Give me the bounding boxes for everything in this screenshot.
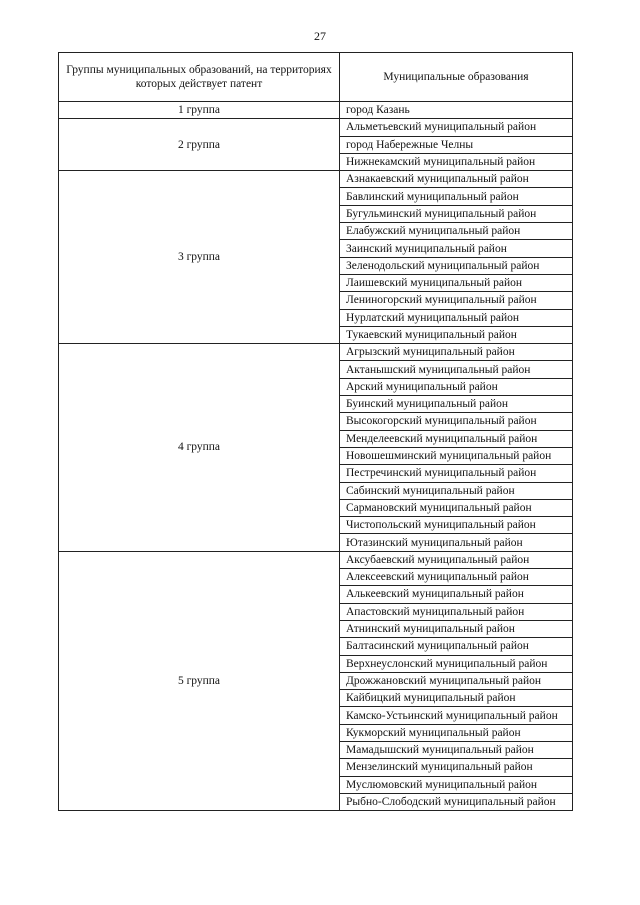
table-row xyxy=(59,102,573,119)
municipality-name: Нурлатский муниципальный район xyxy=(340,309,573,326)
municipality-name: Мензелинский муниципальный район xyxy=(340,759,573,776)
municipality-name: Альметьевский муниципальный район xyxy=(340,119,573,136)
municipality-name: Азнакаевский муниципальный район xyxy=(340,171,573,188)
municipality-name: Пестречинский муниципальный район xyxy=(340,465,573,482)
municipality-name: Дрожжановский муниципальный район xyxy=(340,672,573,689)
municipality-name: Лаишевский муниципальный район xyxy=(340,274,573,291)
municipality-name: Заинский муниципальный район xyxy=(340,240,573,257)
municipality-name: Ютазинский муниципальный район xyxy=(340,534,573,551)
municipality-name: Нижнекамский муниципальный район xyxy=(340,153,573,170)
group-label: 3 группа xyxy=(59,171,340,344)
municipality-name: Буинский муниципальный район xyxy=(340,396,573,413)
municipality-name: Сабинский муниципальный район xyxy=(340,482,573,499)
header-groups: Группы муниципальных образований, на территориях которых действует патент xyxy=(59,53,340,102)
municipality-name: Аксубаевский муниципальный район xyxy=(340,551,573,568)
municipality-name: Бугульминский муниципальный район xyxy=(340,205,573,222)
municipality-name: Апастовский муниципальный район xyxy=(340,603,573,620)
municipality-name: Арский муниципальный район xyxy=(340,378,573,395)
table-row xyxy=(59,119,573,136)
municipality-name: Мамадышский муниципальный район xyxy=(340,741,573,758)
table-row xyxy=(59,551,573,568)
municipality-name: Камско-Устьинский муниципальный район xyxy=(340,707,573,724)
group-label: 2 группа xyxy=(59,119,340,171)
municipality-name: город Набережные Челны xyxy=(340,136,573,153)
municipality-name: Атнинский муниципальный район xyxy=(340,620,573,637)
municipality-name: Агрызский муниципальный район xyxy=(340,344,573,361)
municipality-name: Высокогорский муниципальный район xyxy=(340,413,573,430)
table-row xyxy=(59,344,573,361)
group-label: 5 группа xyxy=(59,551,340,810)
municipality-name: Актанышский муниципальный район xyxy=(340,361,573,378)
municipality-name: город Казань xyxy=(340,102,573,119)
municipality-name: Кайбицкий муниципальный район xyxy=(340,690,573,707)
page-number: 27 xyxy=(314,29,326,43)
municipality-name: Чистопольский муниципальный район xyxy=(340,517,573,534)
table-header-row xyxy=(59,53,573,102)
municipality-name: Елабужский муниципальный район xyxy=(340,223,573,240)
municipality-name: Рыбно-Слободский муниципальный район xyxy=(340,793,573,810)
municipality-name: Лениногорский муниципальный район xyxy=(340,292,573,309)
municipality-name: Кукморский муниципальный район xyxy=(340,724,573,741)
table-row xyxy=(59,171,573,188)
header-municipalities: Муниципальные образования xyxy=(340,53,573,102)
table-body xyxy=(59,102,573,811)
municipality-name: Менделеевский муниципальный район xyxy=(340,430,573,447)
municipality-name: Зеленодольский муниципальный район xyxy=(340,257,573,274)
municipal-groups-table xyxy=(58,52,573,811)
municipality-name: Муслюмовский муниципальный район xyxy=(340,776,573,793)
municipality-name: Верхнеуслонский муниципальный район xyxy=(340,655,573,672)
group-label: 1 группа xyxy=(59,102,340,119)
municipality-name: Новошешминский муниципальный район xyxy=(340,447,573,464)
group-label: 4 группа xyxy=(59,344,340,552)
municipality-name: Алькеевский муниципальный район xyxy=(340,586,573,603)
municipality-name: Алексеевский муниципальный район xyxy=(340,569,573,586)
municipality-name: Тукаевский муниципальный район xyxy=(340,326,573,343)
municipality-name: Балтасинский муниципальный район xyxy=(340,638,573,655)
municipality-name: Бавлинский муниципальный район xyxy=(340,188,573,205)
municipality-name: Сармановский муниципальный район xyxy=(340,499,573,516)
